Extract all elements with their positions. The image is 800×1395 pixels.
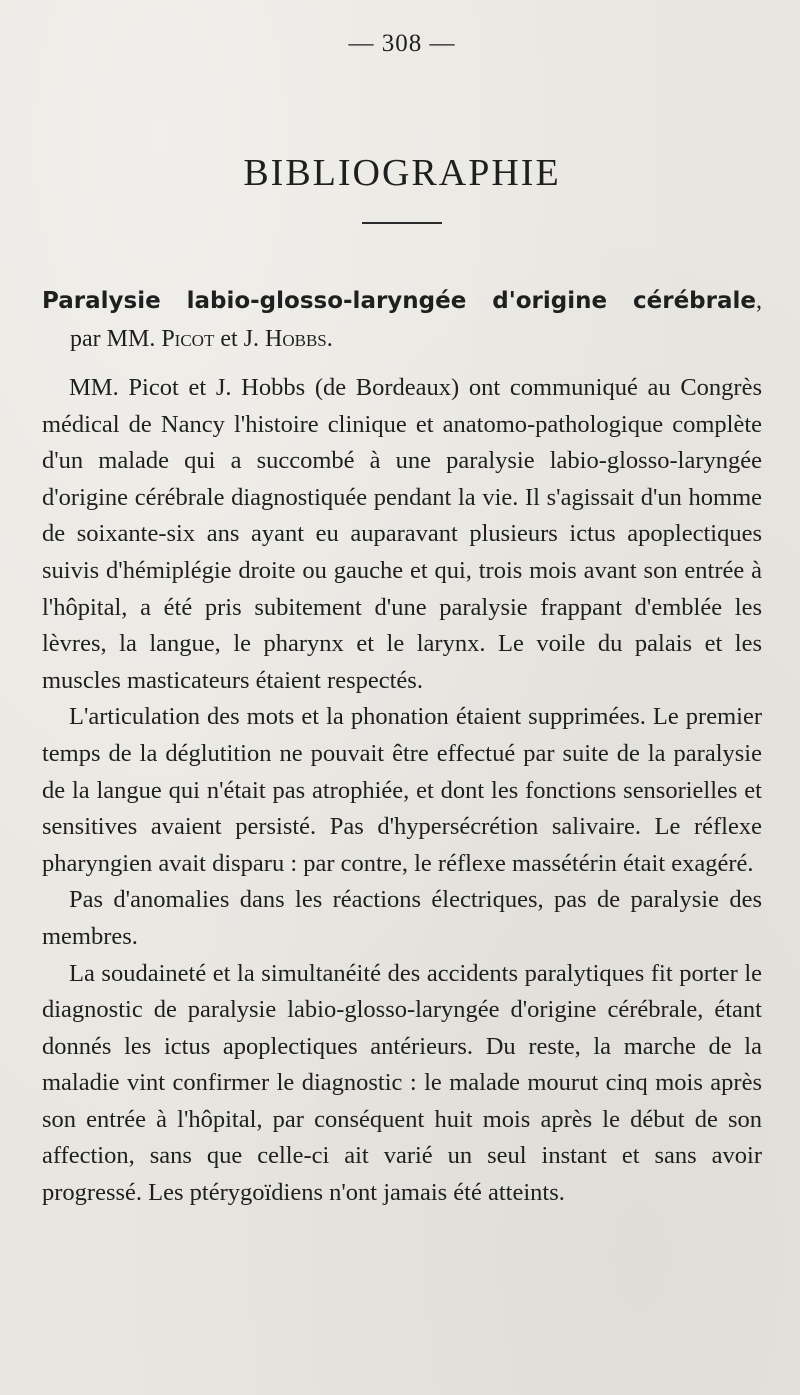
article-body — [42, 370, 762, 1212]
title-rule — [362, 222, 442, 224]
author-picot: Picot — [161, 326, 215, 352]
byline-prefix: , par MM. — [70, 288, 762, 352]
byline-middle: et J. — [214, 326, 266, 352]
article-heading — [42, 282, 762, 358]
page-number: — 308 — — [348, 30, 456, 57]
byline-suffix: . — [326, 326, 333, 352]
section-title: BIBLIOGRAPHIE — [243, 152, 561, 194]
paragraph-2: L'articulation des mots et la phonation étaient supprimées. Le premier temps de la déglutition ne pouvait être effectué par suite de la paralysie de la langue qui n'était pas atrophiée, et dont les fonctions sensorielles et sensitives avaient persisté. Pas d'hypersécrétion salivaire. Le réflexe pharyngien avait disparu : par contre, le réflexe massétérin était exagéré. — [42, 703, 762, 877]
author-hobbs: Hobbs — [265, 326, 327, 352]
article-title: Paralysie labio-glosso-laryngée d'origine cérébrale — [42, 288, 756, 314]
paragraph-4: La soudaineté et la simultanéité des accidents paralytiques fit porter le diagnostic de paralysie labio-glosso-laryngée d'origine cérébrale, étant donnés les ictus apoplectiques antérieurs. Du reste, la marche de la maladie vint confirmer le diagnostic : le malade mourut cinq mois après son entrée à l'hôpital, par conséquent huit mois après le début de son affection, sans que celle-ci ait varié un seul instant et sans avoir progressé. Les ptérygoïdiens n'ont jamais été atteints. — [42, 959, 762, 1207]
paragraph-1: MM. Picot et J. Hobbs (de Bordeaux) ont communiqué au Congrès médical de Nancy l'histoire clinique et anatomo-pathologique complète d'un malade qui a succombé à une paralysie labio-glosso-laryngée d'origine cérébrale diagnostiquée pendant la vie. Il s'agissait d'un homme de soixante-six ans ayant eu auparavant plusieurs ictus apoplectiques suivis d'hémiplégie droite ou gauche et qui, trois mois avant son entrée à l'hôpital, a été pris subitement d'une paralysie frappant d'emblée les lèvres, la langue, le pharynx et le larynx. Le voile du palais et les muscles masticateurs étaient respectés. — [42, 374, 762, 694]
paragraph-3: Pas d'anomalies dans les réactions électriques, pas de paralysie des membres. — [42, 886, 762, 950]
